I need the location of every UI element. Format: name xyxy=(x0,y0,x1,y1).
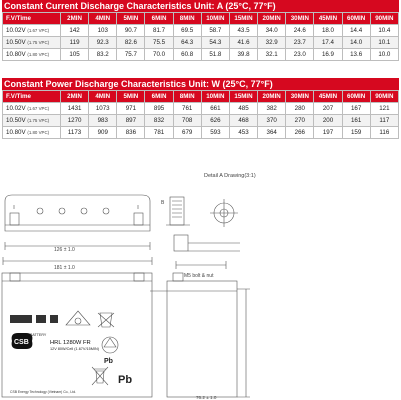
table-cell: 105 xyxy=(61,49,89,61)
final-voltage: 10.50V xyxy=(6,39,26,46)
header-cell: 5MIN xyxy=(117,13,145,25)
table-cell: 10.4 xyxy=(370,25,398,37)
vpc-value: (1.80 VPC) xyxy=(27,52,50,57)
table-row xyxy=(3,49,399,61)
header-cell: 60MIN xyxy=(342,91,370,103)
table-cell: 781 xyxy=(145,127,173,139)
table-cell: 897 xyxy=(117,115,145,127)
table-cell: 895 xyxy=(145,103,173,115)
table-cell: 266 xyxy=(286,127,314,139)
vpc-value: (1.75 VPC) xyxy=(27,40,50,45)
final-voltage: 10.80V xyxy=(6,51,26,58)
table-cell: 13.6 xyxy=(342,49,370,61)
table-cell: 92.3 xyxy=(89,37,117,49)
table-cell: 51.8 xyxy=(201,49,229,61)
final-voltage-cell xyxy=(3,37,61,49)
header-cell: 90MIN xyxy=(370,91,398,103)
vpc-value: (1.67 VPC) xyxy=(27,28,50,33)
table-cell: 60.8 xyxy=(173,49,201,61)
svg-text:126 ± 1.0: 126 ± 1.0 xyxy=(54,247,75,253)
table-cell: 18.0 xyxy=(314,25,342,37)
table-cell: 82.6 xyxy=(117,37,145,49)
table-cell: 103 xyxy=(89,25,117,37)
crossed-bin-icon xyxy=(92,367,108,385)
table-cell: 1173 xyxy=(61,127,89,139)
table-cell: 32.9 xyxy=(258,37,286,49)
table-cell: 39.8 xyxy=(229,49,257,61)
table-cell: 90.7 xyxy=(117,25,145,37)
table-header-row xyxy=(3,91,399,103)
table-cell: 121 xyxy=(370,103,398,115)
table-cell: 14.4 xyxy=(342,25,370,37)
table-row xyxy=(3,37,399,49)
spec-line: 12V 80W/Cell (1.67V/15MIN) xyxy=(50,347,99,351)
table-cell: 10.0 xyxy=(370,49,398,61)
header-cell: 2MIN xyxy=(61,13,89,25)
table-cell: 909 xyxy=(89,127,117,139)
header-cell: 10MIN xyxy=(201,13,229,25)
table-cell: 468 xyxy=(229,115,257,127)
table-cell: 23.7 xyxy=(286,37,314,49)
table-cell: 34.0 xyxy=(258,25,286,37)
header-cell: 30MIN xyxy=(286,13,314,25)
table-cell: 58.7 xyxy=(201,25,229,37)
table-cell: 14.0 xyxy=(342,37,370,49)
battery-top-view xyxy=(5,195,150,231)
battery-label xyxy=(10,311,132,394)
table-cell: 280 xyxy=(286,103,314,115)
table-cell: 836 xyxy=(117,127,145,139)
header-cell: 30MIN xyxy=(286,91,314,103)
table-cell: 64.3 xyxy=(173,37,201,49)
vpc-value: (1.75 VPC) xyxy=(27,118,50,123)
table-cell: 117 xyxy=(370,115,398,127)
brand-logo: CSB xyxy=(14,339,29,346)
final-voltage: 10.50V xyxy=(6,117,26,124)
header-cell: 4MIN xyxy=(89,13,117,25)
table-cell: 32.1 xyxy=(258,49,286,61)
table-cell: 971 xyxy=(117,103,145,115)
final-voltage-cell xyxy=(3,127,61,139)
header-cell: 5MIN xyxy=(117,91,145,103)
table-cell: 382 xyxy=(258,103,286,115)
table-cell: 54.3 xyxy=(201,37,229,49)
dimension-side-width xyxy=(167,395,237,400)
table-cell: 159 xyxy=(342,127,370,139)
maker-text: CSB Energy Technology (Vietnam) Co., Ltd. xyxy=(10,390,77,394)
final-voltage-cell xyxy=(3,115,61,127)
final-voltage: 10.80V xyxy=(6,129,26,136)
final-voltage-cell xyxy=(3,49,61,61)
table-cell: 70.0 xyxy=(145,49,173,61)
final-voltage: 10.02V xyxy=(6,27,26,34)
table-cell: 197 xyxy=(314,127,342,139)
recycle-icon xyxy=(102,337,118,353)
header-cell: F.V/Time xyxy=(3,13,61,25)
dimension-top-length xyxy=(3,257,152,271)
table-row xyxy=(3,25,399,37)
dimension-inner-length xyxy=(5,242,150,253)
detail-title: Detail A Drawing(3:1) xyxy=(204,173,256,179)
battery-technical-drawing xyxy=(0,165,401,400)
table-cell: 83.2 xyxy=(89,49,117,61)
battery-side-view xyxy=(150,273,250,397)
vpc-value: (1.80 VPC) xyxy=(27,130,50,135)
table-cell: 75.5 xyxy=(145,37,173,49)
header-cell: 20MIN xyxy=(258,13,286,25)
table-cell: 167 xyxy=(342,103,370,115)
detail-terminal-side-view xyxy=(161,197,190,225)
power-table-body xyxy=(3,103,399,139)
table-cell: 983 xyxy=(89,115,117,127)
header-cell: 2MIN xyxy=(61,91,89,103)
table-cell: 1073 xyxy=(89,103,117,115)
brand-battery: BATTERY xyxy=(30,333,47,337)
table-row xyxy=(3,127,399,139)
final-voltage-cell xyxy=(3,103,61,115)
table-cell: 832 xyxy=(145,115,173,127)
table-cell: 485 xyxy=(229,103,257,115)
power-discharge-table xyxy=(2,78,399,139)
vpc-value: (1.67 VPC) xyxy=(27,106,50,111)
table-cell: 23.0 xyxy=(286,49,314,61)
label-b: B xyxy=(161,200,165,206)
table-row xyxy=(3,115,399,127)
dimension-bolt xyxy=(176,261,226,279)
table-cell: 1270 xyxy=(61,115,89,127)
table-cell: 708 xyxy=(173,115,201,127)
current-table-title: Constant Current Discharge Characteristics Unit: A (25°C, 77°F) xyxy=(2,0,399,12)
header-cell: F.V/Time xyxy=(3,91,61,103)
header-cell: 8MIN xyxy=(173,13,201,25)
table-cell: 41.6 xyxy=(229,37,257,49)
header-cell: 60MIN xyxy=(342,13,370,25)
table-cell: 364 xyxy=(258,127,286,139)
final-voltage-cell xyxy=(3,25,61,37)
svg-text:181 ± 1.0: 181 ± 1.0 xyxy=(54,265,75,271)
header-cell: 6MIN xyxy=(145,13,173,25)
power-table-title: Constant Power Discharge Characteristics Unit: W (25°C, 77°F) xyxy=(2,78,399,90)
header-cell: 15MIN xyxy=(229,91,257,103)
table-cell: 161 xyxy=(342,115,370,127)
header-cell: 6MIN xyxy=(145,91,173,103)
header-cell: 45MIN xyxy=(314,13,342,25)
table-cell: 593 xyxy=(201,127,229,139)
header-cell: 20MIN xyxy=(258,91,286,103)
table-cell: 626 xyxy=(201,115,229,127)
table-cell: 142 xyxy=(61,25,89,37)
table-cell: 453 xyxy=(229,127,257,139)
current-table-body xyxy=(3,25,399,61)
table-cell: 200 xyxy=(314,115,342,127)
header-cell: 8MIN xyxy=(173,91,201,103)
table-header-row xyxy=(3,13,399,25)
table-cell: 17.4 xyxy=(314,37,342,49)
table-cell: 270 xyxy=(286,115,314,127)
table-cell: 75.7 xyxy=(117,49,145,61)
table-cell: 10.1 xyxy=(370,37,398,49)
battery-side-profile xyxy=(174,235,240,251)
table-cell: 116 xyxy=(370,127,398,139)
header-cell: 90MIN xyxy=(370,13,398,25)
pb-text: Pb xyxy=(118,374,133,386)
header-cell: 45MIN xyxy=(314,91,342,103)
table-cell: 661 xyxy=(201,103,229,115)
table-cell: 24.6 xyxy=(286,25,314,37)
table-cell: 81.7 xyxy=(145,25,173,37)
svg-text:M5 bolt & nut: M5 bolt & nut xyxy=(184,273,214,279)
svg-text:76.2 ± 1.0: 76.2 ± 1.0 xyxy=(196,395,217,400)
model-text: HRL 1280W FR xyxy=(50,340,91,346)
table-cell: 207 xyxy=(314,103,342,115)
table-cell: 370 xyxy=(258,115,286,127)
header-cell: 10MIN xyxy=(201,91,229,103)
table-cell: 679 xyxy=(173,127,201,139)
header-cell: 15MIN xyxy=(229,13,257,25)
table-cell: 119 xyxy=(61,37,89,49)
table-cell: 69.5 xyxy=(173,25,201,37)
table-cell: 43.5 xyxy=(229,25,257,37)
header-cell: 4MIN xyxy=(89,91,117,103)
pb-text-upper: Pb xyxy=(104,358,113,365)
detail-terminal-top-view xyxy=(210,199,238,227)
table-row xyxy=(3,103,399,115)
final-voltage: 10.02V xyxy=(6,105,26,112)
table-cell: 761 xyxy=(173,103,201,115)
table-cell: 16.9 xyxy=(314,49,342,61)
table-cell: 1431 xyxy=(61,103,89,115)
current-discharge-table xyxy=(2,0,399,61)
